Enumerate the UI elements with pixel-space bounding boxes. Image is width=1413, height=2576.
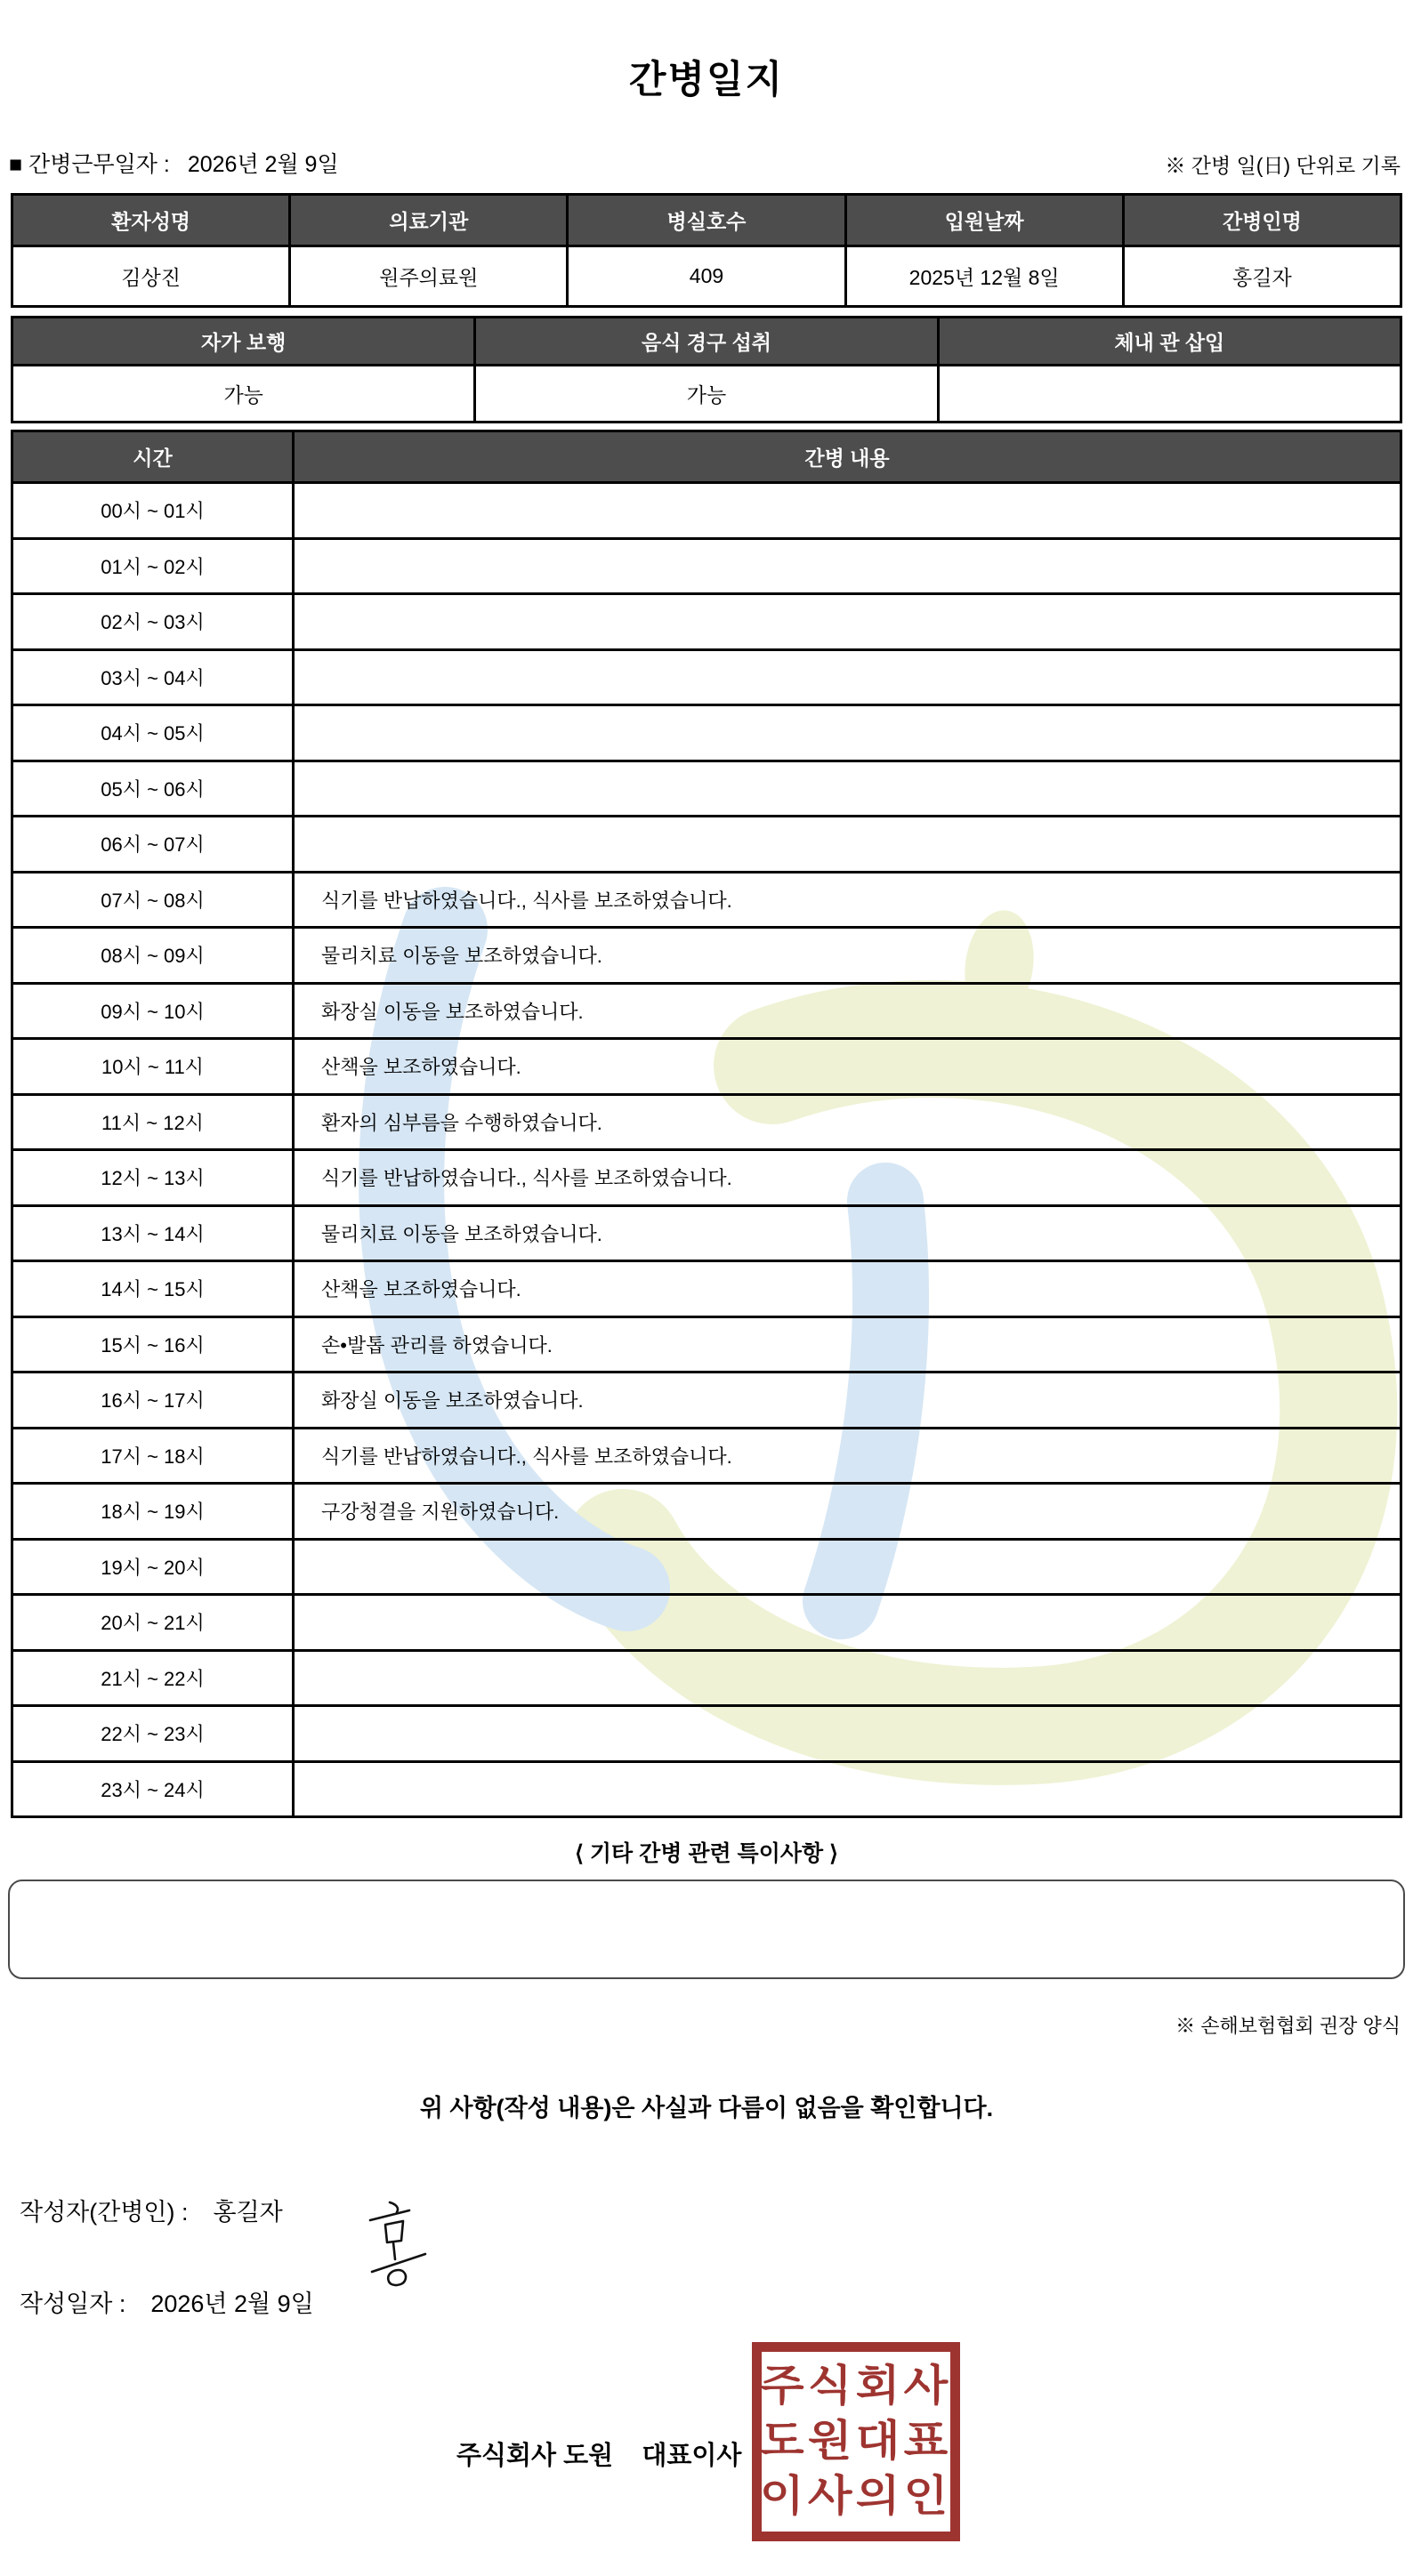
care-time-cell: 21시 ~ 22시 [12,1650,294,1706]
notes-input-box[interactable] [8,1880,1405,1979]
meta-row [9,147,1401,179]
info-header-patient-name: 환자성명 [12,195,290,246]
care-time-cell: 09시 ~ 10시 [12,983,294,1039]
care-time-cell: 03시 ~ 04시 [12,649,294,705]
unit-note: ※ 간병 일(日) 단위로 기록 [1165,154,1401,177]
care-content-cell [294,594,1401,650]
info-value-caregiver-name: 홍길자 [1123,246,1401,307]
care-row [12,1428,1401,1484]
care-log-table [11,430,1402,1818]
care-row [12,538,1401,594]
written-date-line [20,2284,1413,2319]
care-header-time: 시간 [12,431,294,483]
care-content-cell [294,817,1401,873]
written-date-value: 2026년 2월 9일 [150,2290,314,2317]
care-row [12,1484,1401,1540]
care-row [12,1205,1401,1261]
care-row [12,1261,1401,1317]
care-content-cell: 구강청결을 지원하였습니다. [294,1484,1401,1540]
care-time-cell: 02시 ~ 03시 [12,594,294,650]
care-content-cell: 물리치료 이동을 보조하였습니다. [294,928,1401,984]
patient-info-table [11,193,1402,308]
care-content-cell: 화장실 이동을 보조하였습니다. [294,983,1401,1039]
care-row [12,1316,1401,1373]
info-header-caregiver-name: 간병인명 [1123,195,1401,246]
written-date-label: 작성일자 : [20,2290,126,2317]
care-row [12,983,1401,1039]
care-row [12,649,1401,705]
care-content-cell [294,705,1401,761]
confirmation-statement: 위 사항(작성 내용)은 사실과 다름이 없음을 확인합니다. [419,2095,994,2121]
care-time-cell: 13시 ~ 14시 [12,1205,294,1261]
care-content-cell [294,483,1401,539]
care-time-cell: 08시 ~ 09시 [12,928,294,984]
care-row [12,1706,1401,1762]
info-header-admission-date: 입원날짜 [845,195,1123,246]
care-time-cell: 01시 ~ 02시 [12,538,294,594]
work-date-label: ■ 간병근무일자 : [9,152,170,177]
care-header-row [12,431,1401,483]
care-content-cell: 물리치료 이동을 보조하였습니다. [294,1205,1401,1261]
care-time-cell: 05시 ~ 06시 [12,761,294,817]
patient-status-table [11,316,1402,423]
info-header-room-number: 병실호수 [568,195,845,246]
work-date-line [9,147,339,179]
care-time-cell: 20시 ~ 21시 [12,1595,294,1651]
status-header-row [12,318,1401,366]
care-time-cell: 19시 ~ 20시 [12,1539,294,1595]
care-time-cell: 12시 ~ 13시 [12,1150,294,1206]
care-row [12,1150,1401,1206]
info-header-row [12,195,1401,246]
care-time-cell: 07시 ~ 08시 [12,872,294,928]
work-date-value: 2026년 2월 9일 [187,152,339,177]
care-content-cell: 산책을 보조하였습니다. [294,1261,1401,1317]
status-value-self-walking: 가능 [12,366,475,423]
care-row [12,594,1401,650]
care-content-cell [294,1539,1401,1595]
care-time-cell: 16시 ~ 17시 [12,1373,294,1429]
status-value-oral-intake: 가능 [475,366,938,423]
care-time-cell: 18시 ~ 19시 [12,1484,294,1540]
care-content-cell [294,1595,1401,1651]
care-time-cell: 23시 ~ 24시 [12,1761,294,1817]
care-row [12,1595,1401,1651]
writer-line [20,2193,1413,2227]
writer-label: 작성자(간병인) : [20,2199,189,2226]
notes-heading: ⟨ 기타 간병 관련 특이사항 ⟩ [575,1841,838,1866]
care-row [12,928,1401,984]
form-note: ※ 손해보험협회 권장 양식 [1175,2015,1401,2037]
info-value-row [12,246,1401,307]
info-value-patient-name: 김상진 [12,246,290,307]
company-ceo-line: 주식회사 도원 대표이사 [456,2442,742,2470]
care-row [12,1650,1401,1706]
status-header-self-walking: 자가 보행 [12,318,475,366]
care-content-cell: 식기를 반납하였습니다., 식사를 보조하였습니다. [294,1428,1401,1484]
care-time-cell: 22시 ~ 23시 [12,1706,294,1762]
care-row [12,817,1401,873]
care-row [12,1094,1401,1150]
care-time-cell: 10시 ~ 11시 [12,1039,294,1095]
care-content-cell: 산책을 보조하였습니다. [294,1039,1401,1095]
care-time-cell: 11시 ~ 12시 [12,1094,294,1150]
info-value-institution: 원주의료원 [290,246,568,307]
info-value-admission-date: 2025년 12월 8일 [845,246,1123,307]
care-time-cell: 06시 ~ 07시 [12,817,294,873]
handwritten-signature [363,2192,434,2290]
stamp-row-3: 이사의인 [760,2473,952,2520]
care-row [12,1039,1401,1095]
care-time-cell: 14시 ~ 15시 [12,1261,294,1317]
status-header-tube-insertion: 체내 관 삽입 [938,318,1401,366]
corporate-seal-stamp [752,2342,960,2541]
info-header-institution: 의료기관 [290,195,568,246]
care-row [12,483,1401,539]
care-content-cell: 손•발톱 관리를 하였습니다. [294,1316,1401,1373]
page-title: 간병일지 [628,59,785,101]
status-value-tube-insertion [938,366,1401,423]
care-content-cell [294,538,1401,594]
care-row [12,1539,1401,1595]
stamp-row-2: 도원대표 [760,2418,952,2465]
care-content-cell: 식기를 반납하였습니다., 식사를 보조하였습니다. [294,1150,1401,1206]
care-content-cell [294,1761,1401,1817]
care-content-cell: 환자의 심부름을 수행하였습니다. [294,1094,1401,1150]
care-content-cell [294,761,1401,817]
care-time-cell: 00시 ~ 01시 [12,483,294,539]
care-header-content: 간병 내용 [294,431,1401,483]
writer-name: 홍길자 [213,2199,283,2226]
care-time-cell: 04시 ~ 05시 [12,705,294,761]
care-content-cell: 화장실 이동을 보조하였습니다. [294,1373,1401,1429]
care-row [12,1761,1401,1817]
care-row [12,872,1401,928]
care-row [12,1373,1401,1429]
care-time-cell: 15시 ~ 16시 [12,1316,294,1373]
status-value-row [12,366,1401,423]
care-content-cell [294,1650,1401,1706]
care-content-cell: 식기를 반납하였습니다., 식사를 보조하였습니다. [294,872,1401,928]
status-header-oral-intake: 음식 경구 섭취 [475,318,938,366]
stamp-row-1: 주식회사 [760,2363,952,2410]
info-value-room-number: 409 [568,246,845,307]
care-time-cell: 17시 ~ 18시 [12,1428,294,1484]
care-content-cell [294,1706,1401,1762]
care-content-cell [294,649,1401,705]
care-table-body [12,483,1401,1817]
care-row [12,761,1401,817]
care-row [12,705,1401,761]
